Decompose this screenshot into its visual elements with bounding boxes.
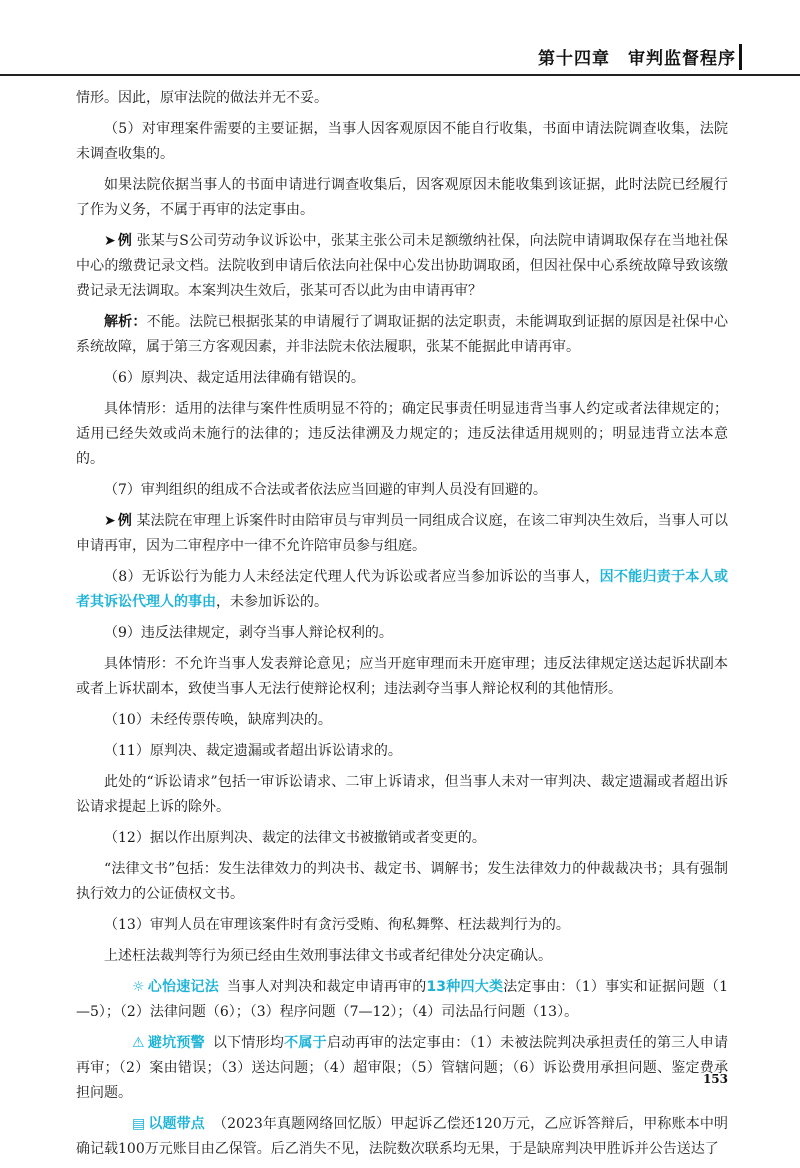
- paragraph: 情形。因此，原审法院的做法并无不妥。: [76, 90, 328, 106]
- page-content: [76, 86, 728, 1168]
- analysis-block: [76, 310, 728, 360]
- text-run: 启动再审的法定事由：（1）未被法院判决承担责任的第三人申请再审；（2）案由错误；（3）送达问题；（4）超审限；（5）管辖问题；（6）诉讼费用承担问题、鉴定费承担问题。: [76, 1035, 729, 1101]
- tip-title: 心怡速记法: [147, 979, 220, 995]
- example-block: [76, 229, 728, 304]
- paragraph: （12）据以作出原判决、裁定的法律文书被撤销或者变更的。: [104, 830, 486, 846]
- paragraph: （13）审判人员在审理该案件时有贪污受贿、徇私舞弊、枉法裁判行为的。: [104, 917, 570, 933]
- paragraph: 具体情形：适用的法律与案件性质明显不符的；确定民事责任明显违背当事人约定或者法律规定的；适用已经失效或尚未施行的法律的；违反法律溯及力规定的；违反法律适用规则的；明显违背立法本意的。: [76, 401, 728, 467]
- highlight-text: 13种四大类: [426, 979, 504, 995]
- book-icon: ▤: [132, 1116, 146, 1132]
- arrow-right-icon: ➤: [104, 233, 116, 249]
- memory-tip: [76, 975, 728, 1025]
- exam-question: [76, 1112, 728, 1162]
- text-run: （2023年真题网络回忆版）甲起诉乙偿还120万元，乙应诉答辩后，甲称账本中明确记载100万元账目由乙保管。后乙消失不见，法院数次联系均无果，于是缺席判决甲胜诉并公告送达了: [76, 1116, 728, 1157]
- paragraph: 此处的“诉讼请求”包括一审诉讼请求、二审上诉请求，但当事人未对一审判决、裁定遗漏或者超出诉讼请求提起上诉的除外。: [76, 774, 728, 815]
- paragraph: （5）对审理案件需要的主要证据，当事人因客观原因不能自行收集，书面申请法院调查收集，法院未调查收集的。: [76, 121, 728, 162]
- text-run: （8）无诉讼行为能力人未经法定代理人代为诉讼或者应当参加诉讼的当事人，: [104, 569, 600, 585]
- chapter-title: 第十四章 审判监督程序: [538, 49, 736, 69]
- page-number: 153: [702, 1072, 728, 1086]
- paragraph: “法律文书”包括：发生法律效力的判决书、裁定书、调解书；发生法律效力的仲裁裁决书；具有强制执行效力的公证债权文书。: [76, 861, 728, 902]
- highlight-text: 不属于: [284, 1035, 327, 1051]
- page-header: [0, 40, 800, 76]
- paragraph: （9）违反法律规定，剥夺当事人辩论权利的。: [104, 625, 393, 641]
- warning-tip: [76, 1031, 728, 1106]
- text-run: 当事人对判决和裁定申请再审的: [227, 979, 427, 995]
- lightbulb-icon: ☼: [132, 979, 145, 995]
- example-text: 张某与S公司劳动争议诉讼中，张某主张公司未足额缴纳社保，向法院申请调取保存在当地社保中心的缴费记录文档。法院收到申请后依法向社保中心发出协助调取函，但因社保中心系统故障导致该缴费记录无法调取。本案判决生效后，张某可否以此为由申请再审？: [76, 233, 728, 299]
- example-label: 例: [117, 513, 132, 529]
- example-block: [76, 509, 728, 559]
- arrow-right-icon: ➤: [104, 513, 116, 529]
- warning-icon: ⚠: [132, 1035, 145, 1051]
- tip-title: 避坑预警: [147, 1035, 205, 1051]
- text-run: 法定事由：（1）事实和证据问题（1—5）；（2）法律问题（6）；（3）程序问题（7—12）；（4）司法品行问题（13）。: [76, 979, 728, 1020]
- tip-title: 以题带点: [148, 1116, 205, 1132]
- paragraph: 具体情形：不允许当事人发表辩论意见；应当开庭审理而未开庭审理；违反法律规定送达起诉状副本或者上诉状副本，致使当事人无法行使辩论权利；违法剥夺当事人辩论权利的其他情形。: [76, 656, 728, 697]
- paragraph: （6）原判决、裁定适用法律确有错误的。: [104, 370, 365, 386]
- paragraph: （11）原判决、裁定遗漏或者超出诉讼请求的。: [104, 743, 402, 759]
- analysis-text: 不能。法院已根据张某的申请履行了调取证据的法定职责，未能调取到证据的原因是社保中心系统故障，属于第三方客观因素，并非法院未依法履职，张某不能据此申请再审。: [76, 314, 729, 355]
- paragraph: （10）未经传票传唤，缺席判决的。: [104, 712, 332, 728]
- paragraph: （7）审判组织的组成不合法或者依法应当回避的审判人员没有回避的。: [104, 482, 547, 498]
- chapter-marker: [739, 44, 742, 70]
- text-run: ，未参加诉讼的。: [216, 594, 328, 610]
- analysis-label: 解析：: [104, 314, 147, 330]
- paragraph: 如果法院依据当事人的书面申请进行调查收集后，因客观原因未能收集到该证据，此时法院已经履行了作为义务，不属于再审的法定事由。: [76, 177, 728, 218]
- example-label: 例: [117, 233, 133, 249]
- paragraph: [76, 565, 728, 615]
- paragraph: 上述枉法裁判等行为须已经由生效刑事法律文书或者纪律处分决定确认。: [104, 948, 552, 964]
- text-run: 以下情形均: [212, 1035, 285, 1051]
- example-text: 某法院在审理上诉案件时由陪审员与审判员一同组成合议庭，在该二审判决生效后，当事人可以申请再审，因为二审程序中一律不允许陪审员参与组庭。: [76, 513, 729, 554]
- highlight-text: 因不能归责于本人或者其诉讼代理人的事由: [76, 569, 729, 610]
